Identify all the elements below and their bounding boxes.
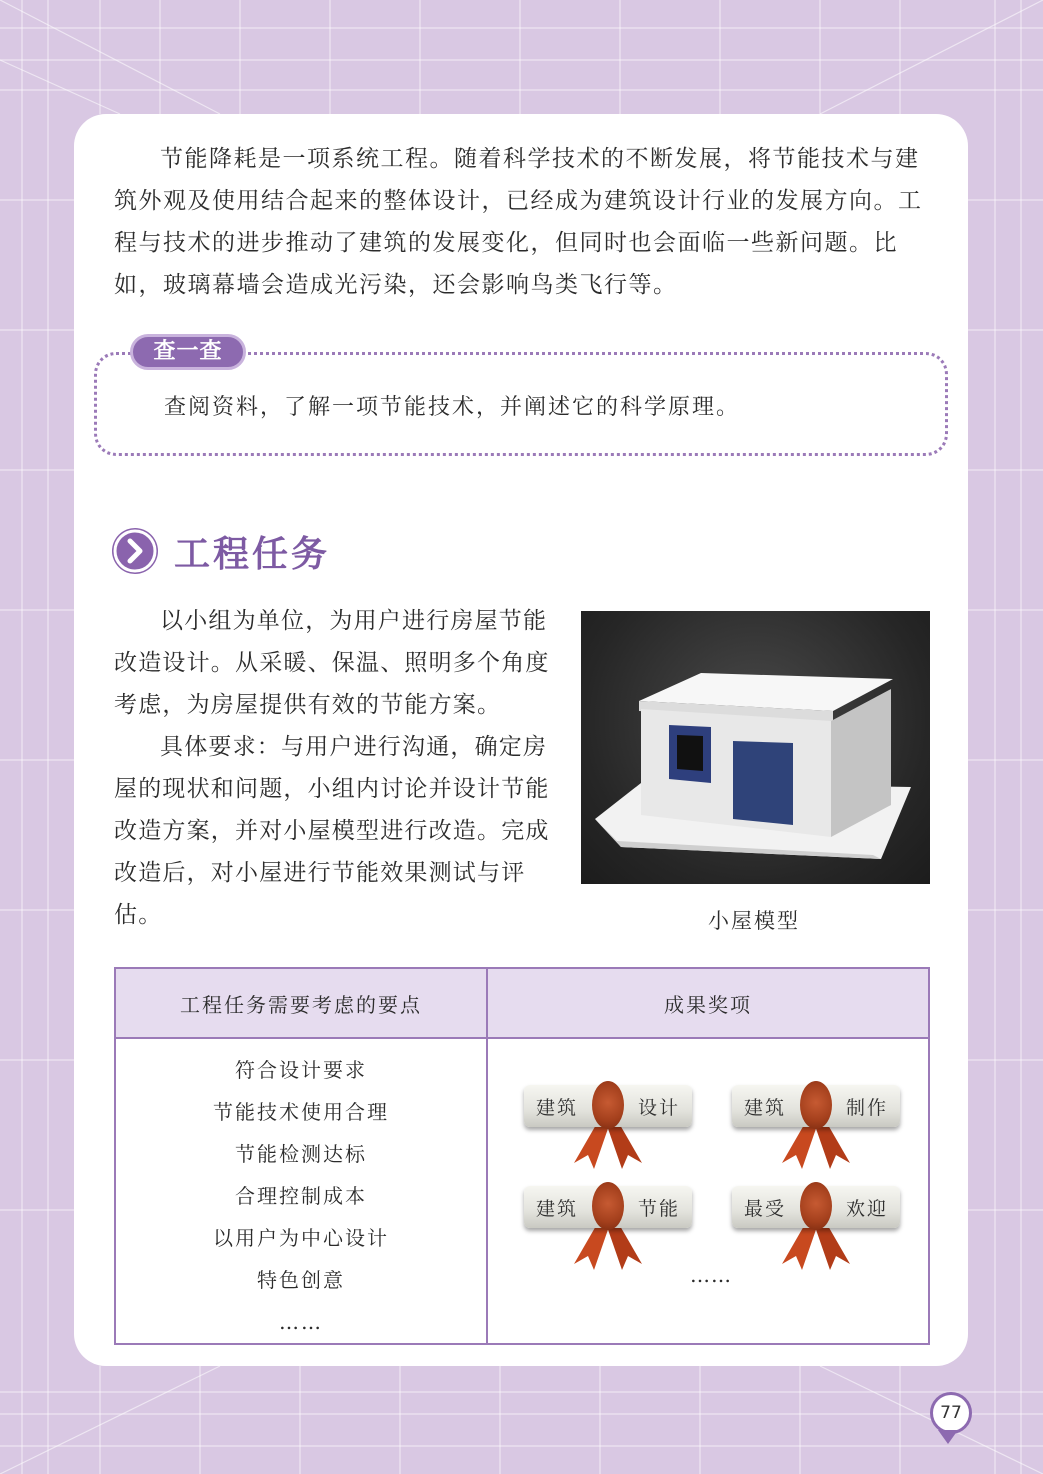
list-item: 以用户为中心设计 [213,1226,389,1250]
header-awards: 成果奖项 [487,968,929,1038]
task-paragraph-2: 具体要求：与用户进行沟通，确定房屋的现状和问题，小组内讨论并设计节能改造方案，并对小屋模型进行改造。完成改造后，对小屋进行节能效果测试与评估。 [114,734,550,928]
wax-seal-icon [592,1081,624,1129]
requirements-table [114,967,930,1345]
list-item: …… [279,1310,323,1334]
list-item: 节能检测达标 [235,1142,367,1166]
awards-cell [487,1038,929,1344]
list-item: 节能技术使用合理 [213,1100,389,1124]
award-scroll: 建筑 制作 [732,1081,900,1159]
award-scroll: 建筑 设计 [524,1081,692,1159]
list-item: 合理控制成本 [235,1184,367,1208]
awards-more: …… [690,1263,732,1287]
award-scroll: 最受 欢迎 [732,1182,900,1260]
intro-paragraph: 节能降耗是一项系统工程。随着科学技术的不断发展，将节能技术与建筑外观及使用结合起来的整体设计，已经成为建筑设计行业的发展方向。工程与技术的进步推动了建筑的发展变化，但同时也会面临一些新问题。比如，玻璃幕墙会造成光污染，还会影响鸟类飞行等。 [114,146,923,298]
page-number: 77 [930,1392,972,1434]
awards-area [488,1039,928,1339]
header-points: 工程任务需要考虑的要点 [115,968,487,1038]
points-list [116,1039,486,1343]
house-model-photo [581,611,930,884]
wax-seal-icon [592,1182,624,1230]
check-text: 查阅资料，了解一项节能技术，并阐述它的科学原理。 [164,395,741,420]
page-pin-icon [938,1430,958,1444]
points-cell [115,1038,487,1344]
list-item: 符合设计要求 [235,1058,367,1082]
wax-seal-icon [800,1081,832,1129]
chevron-right-icon [112,528,158,574]
check-tab-label: 查一查 [130,334,246,370]
task-paragraph-1: 以小组为单位，为用户进行房屋节能改造设计。从采暖、保温、照明多个角度考虑，为房屋提供有效的节能方案。 [114,608,550,718]
photo-caption: 小屋模型 [708,909,800,933]
award-scroll: 建筑 节能 [524,1182,692,1260]
wax-seal-icon [800,1182,832,1230]
section-title: 工程任务 [174,534,331,575]
list-item: 特色创意 [257,1268,345,1292]
